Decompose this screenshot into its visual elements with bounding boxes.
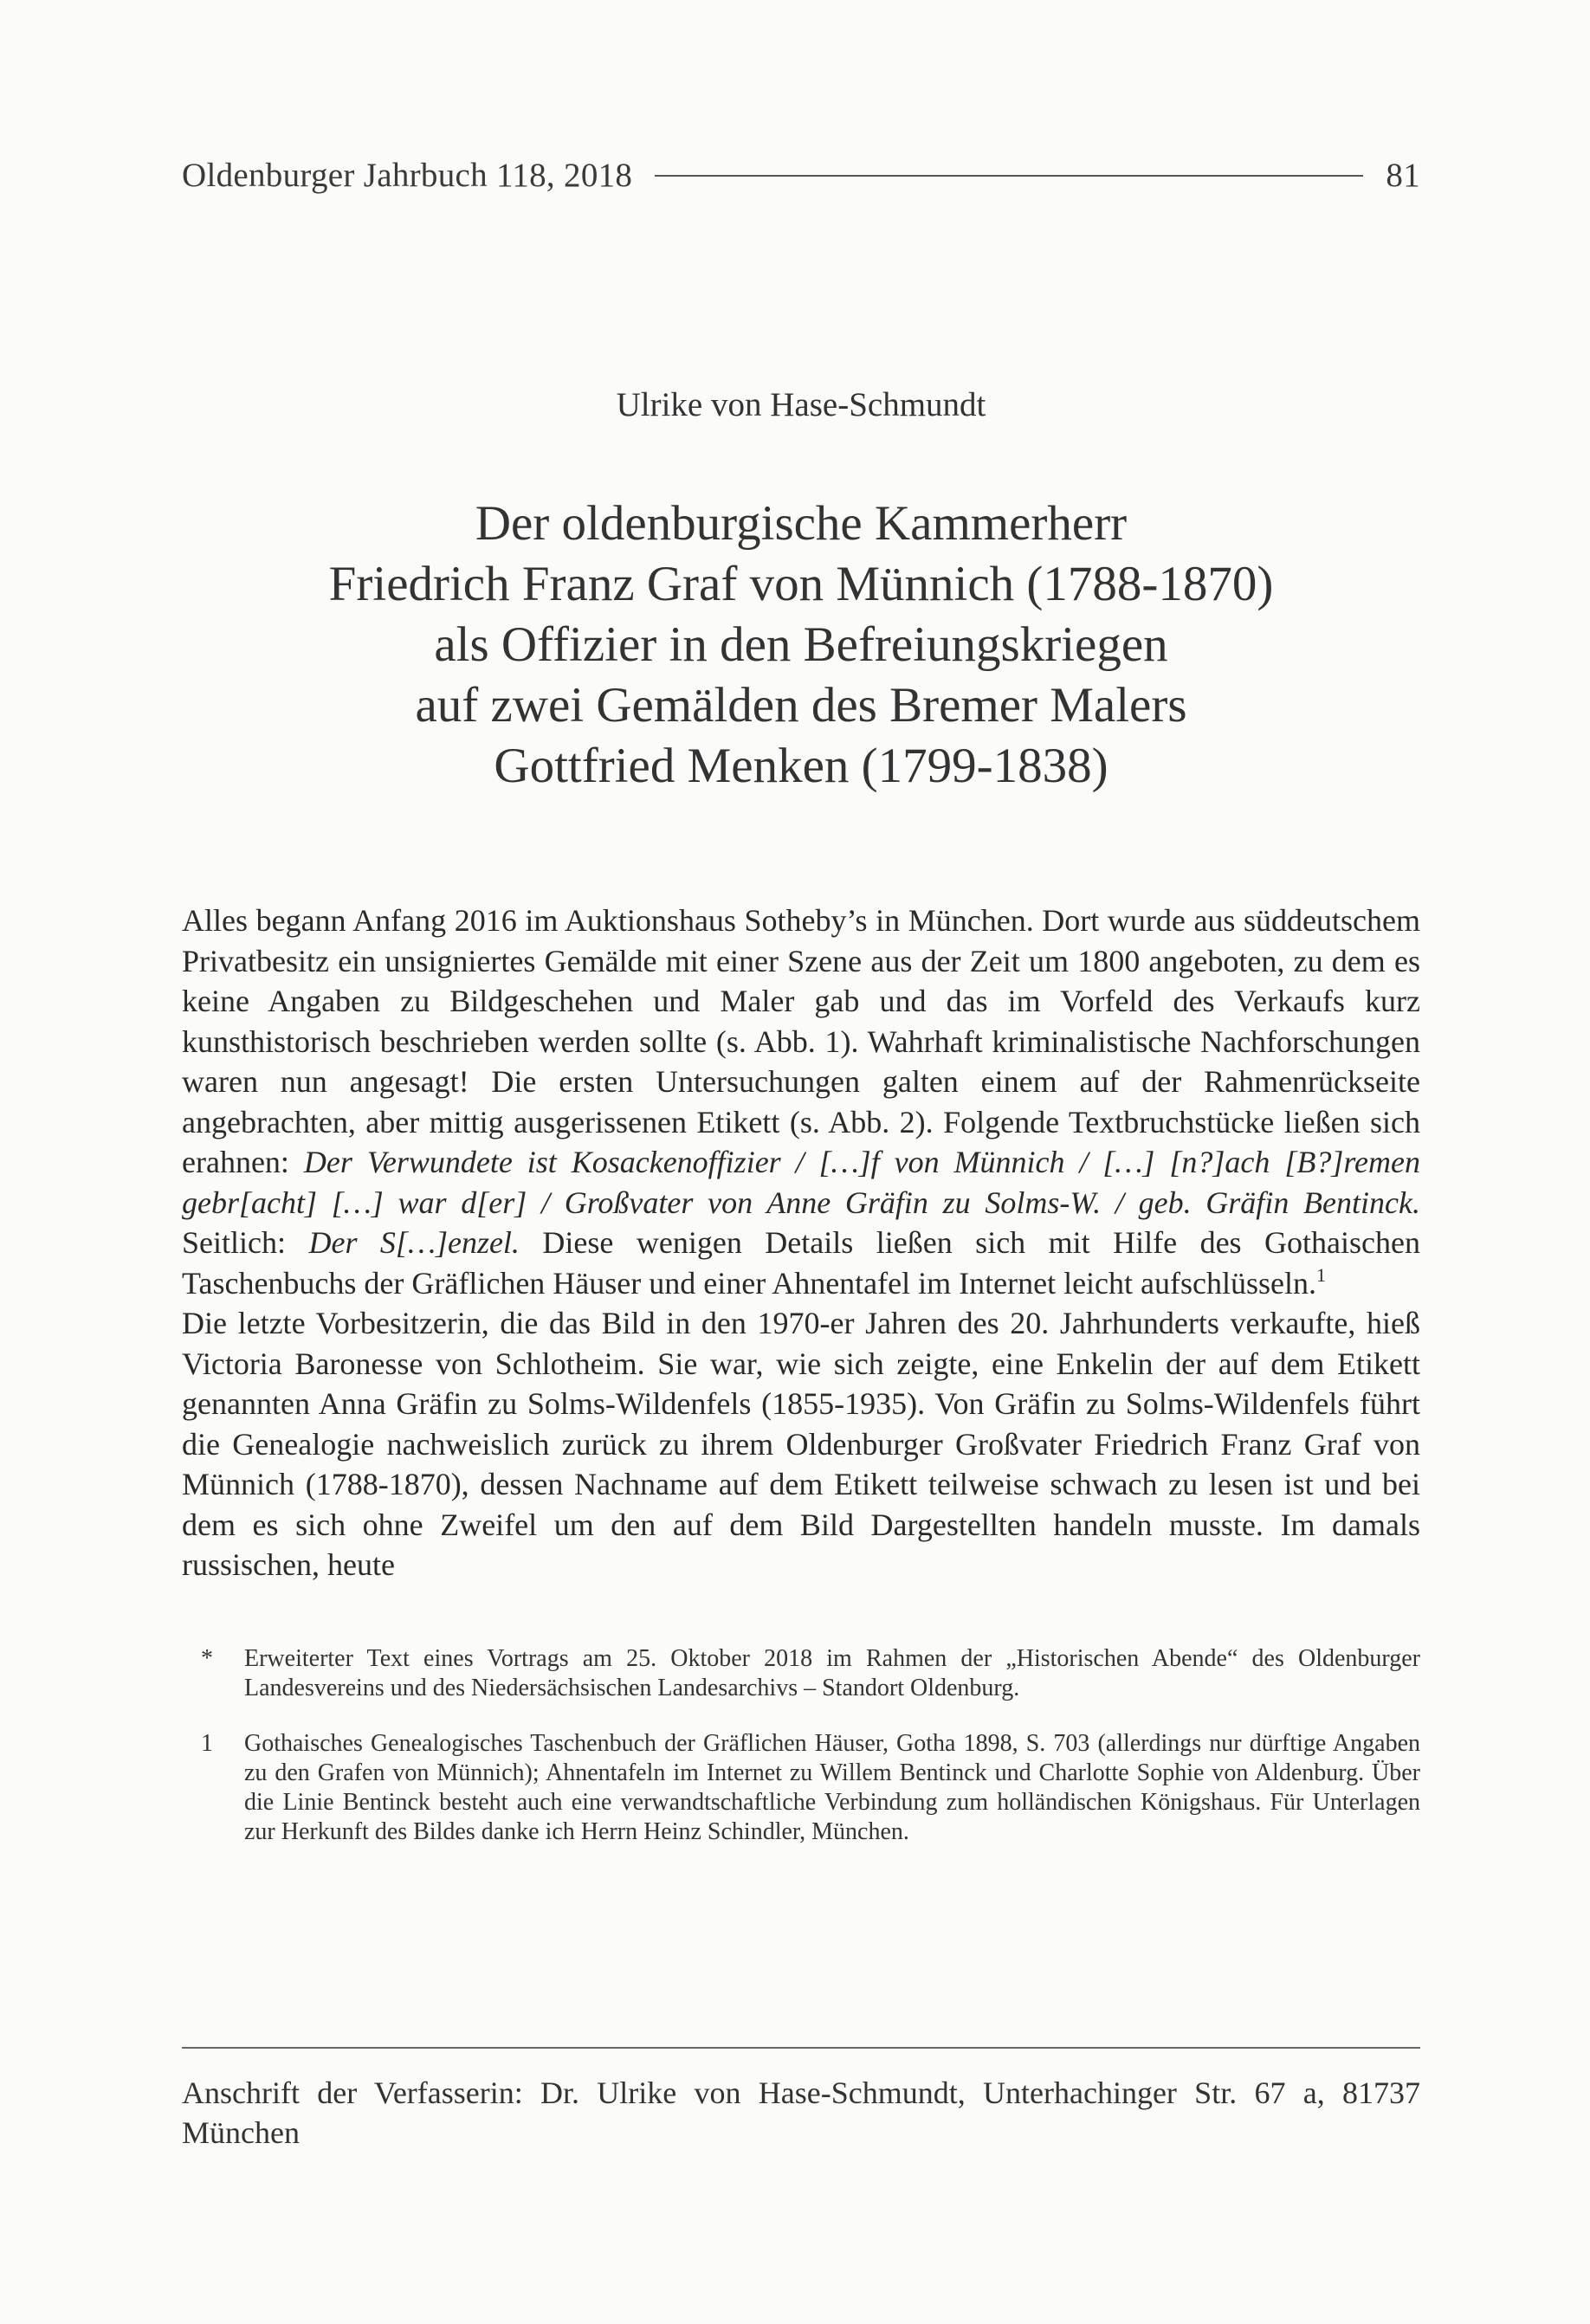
- title-line: Der oldenburgische Kammerherr: [475, 496, 1128, 551]
- italic-quote: Der S[…]enzel.: [308, 1225, 520, 1260]
- footnote-ref: 1: [1316, 1263, 1326, 1286]
- footnotes: [182, 1644, 1420, 1847]
- footnote-1: [182, 1729, 1420, 1847]
- page-number: 81: [1386, 157, 1420, 194]
- footnote-mark: 1: [201, 1729, 213, 1757]
- text-run: Seitlich:: [182, 1225, 309, 1260]
- title-line: auf zwei Gemälden des Bremer Malers: [415, 678, 1187, 733]
- title-line: Friedrich Franz Graf von Münnich (1788-1870): [328, 557, 1274, 611]
- footnote-text: Erweiterter Text eines Vortrags am 25. Oktober 2018 im Rahmen der „Historischen Abende“ des Oldenburger Landesvereins und des Niedersächsischen Landesarchivs – Standort Oldenburg.: [244, 1644, 1420, 1701]
- body-paragraph-2: Die letzte Vorbesitzerin, die das Bild in den 1970-er Jahren des 20. Jahrhunderts verkaufte, hieß Victoria Baronesse von Schlotheim. Sie war, wie sich zeigte, eine Enkelin der auf dem Etikett genannten Anna Gräfin zu Solms-Wildenfels (1855-1935). Von Gräfin zu Solms-Wildenfels führt die Genealogie nachweislich zurück zu ihrem Oldenburger Großvater Friedrich Franz Graf von Münnich (1788-1870), dessen Nachname auf dem Etikett teilweise schwach zu lesen ist und bei dem es sich ohne Zweifel um den auf dem Bild Dargestellten handeln musste. Im damals russischen, heute: [182, 1306, 1420, 1582]
- footnote-star: [182, 1644, 1420, 1703]
- page: [182, 156, 1420, 2150]
- text-run: Diese wenigen Details ließen sich mit Hilfe des Gothaischen Taschenbuchs der Gräflichen Häuser und einer Ahnentafel im Internet leicht aufschlüsseln.: [182, 1225, 1420, 1301]
- title-line: als Offizier in den Befreiungskriegen: [434, 617, 1168, 672]
- article-author: Ulrike von Hase-Schmundt: [616, 386, 986, 423]
- running-head: [182, 156, 1420, 195]
- footnote-mark: *: [201, 1644, 213, 1672]
- address-rule: [182, 2047, 1420, 2049]
- text-run: Alles begann Anfang 2016 im Auktionshaus Sotheby’s in München. Dort wurde aus süddeutschem Privatbesitz ein unsigniertes Gemälde mit einer Szene aus der Zeit um 1800 angeboten, zu dem es keine Angaben zu Bildgeschehen und Maler gab und das im Vorfeld des Verkaufs kurz kunsthistorisch beschrieben werden sollte (s. Abb. 1). Wahrhaft kriminalistische Nachforschungen waren nun angesagt! Die ersten Untersuchungen galten einem auf der Rahmenrückseite angebrachten, aber mittig ausgerissenen Etikett (s. Abb. 2). Folgende Textbruchstücke ließen sich erahnen:: [182, 903, 1420, 1179]
- body-paragraph-1: [182, 901, 1420, 1303]
- italic-quote: Der Verwundete ist Kosackenoffizier / […]f von Münnich / […] [n?]ach [B?]remen gebr[acht] […] war d[er] / Großvater von Anne Gräfin zu Solms-W. / geb. Gräfin Bentinck.: [182, 1145, 1420, 1220]
- footnote-text: Gothaisches Genealogisches Taschenbuch der Gräflichen Häuser, Gotha 1898, S. 703 (allerdings nur dürftige Angaben zu den Grafen von Münnich); Ahnentafeln im Internet zu Willem Bentinck und Charlotte Sophie von Aldenburg. Über die Linie Bentinck besteht auch eine verwandtschaftliche Verbindung zum holländischen Königshaus. Für Unterlagen zur Herkunft des Bildes danke ich Herrn Heinz Schindler, München.: [244, 1729, 1420, 1845]
- header-rule: [655, 175, 1363, 177]
- title-line: Gottfried Menken (1799-1838): [494, 739, 1108, 793]
- body-text: [182, 901, 1420, 1585]
- article-title: [182, 494, 1420, 797]
- journal-title: Oldenburger Jahrbuch 118, 2018: [182, 157, 633, 194]
- author-address: Anschrift der Verfasserin: Dr. Ulrike von Hase-Schmundt, Unterhachinger Str. 67 a, 81737 München: [182, 2075, 1420, 2150]
